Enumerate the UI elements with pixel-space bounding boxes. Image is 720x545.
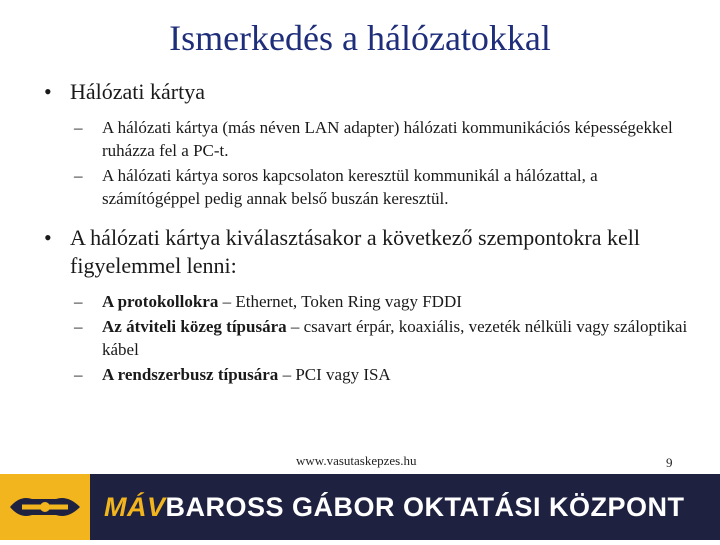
bullet-item <box>44 224 694 280</box>
sub-bullet-text: – csavart érpár, koaxiális, vezeték nélküli vagy száloptikai kábel <box>102 317 688 359</box>
sub-bullet-item <box>44 290 694 313</box>
sub-bullet-text: A hálózati kártya soros kapcsolaton keresztül kommunikál a hálózattal, a számítógéppel pedig annak belső buszán keresztül. <box>102 166 598 208</box>
sub-bullet-marker: – <box>74 365 83 384</box>
sub-bullet-marker: – <box>74 317 83 336</box>
bullet-item <box>44 78 694 106</box>
sub-bullet-item <box>44 164 694 210</box>
sub-bullet-marker: – <box>74 292 83 311</box>
bullet-group-network-card <box>44 78 694 210</box>
slide-content <box>44 78 694 386</box>
footer-banner <box>0 474 720 540</box>
sub-bullet-bold-text: A rendszerbusz típusára <box>102 365 279 384</box>
sub-bullet-bold-text: A protokollokra <box>102 292 219 311</box>
mav-logo <box>0 474 90 540</box>
sub-bullet-text: – PCI vagy ISA <box>278 365 391 384</box>
sub-bullet-marker: – <box>74 166 83 185</box>
sub-bullet-item <box>44 315 694 361</box>
bullet-text: Hálózati kártya <box>70 79 205 104</box>
sub-bullet-text: A hálózati kártya (más néven LAN adapter) hálózati kommunikációs képességekkel ruházza fel a PC-t. <box>102 118 673 160</box>
sub-bullet-item <box>44 363 694 386</box>
org-name: BAROSS GÁBOR OKTATÁSI KÖZPONT <box>165 492 685 522</box>
bullet-group-selection <box>44 224 694 386</box>
sub-bullet-bold-text: Az átviteli közeg típusára <box>102 317 287 336</box>
page-number: 9 <box>666 455 673 470</box>
brand-name: MÁV <box>104 492 166 522</box>
organization-name <box>104 488 685 526</box>
sub-bullet-marker: – <box>74 118 83 137</box>
bullet-marker: • <box>44 225 52 250</box>
mav-logo-icon <box>0 474 90 540</box>
sub-bullet-item <box>44 116 694 162</box>
sub-bullet-text: – Ethernet, Token Ring vagy FDDI <box>218 292 462 311</box>
bullet-marker: • <box>44 79 52 104</box>
footer-url: www.vasutaskepzes.hu <box>296 453 417 468</box>
slide-title: Ismerkedés a hálózatokkal <box>169 18 551 58</box>
bullet-text: A hálózati kártya kiválasztásakor a következő szempontokra kell figyelemmel lenni: <box>70 225 640 278</box>
